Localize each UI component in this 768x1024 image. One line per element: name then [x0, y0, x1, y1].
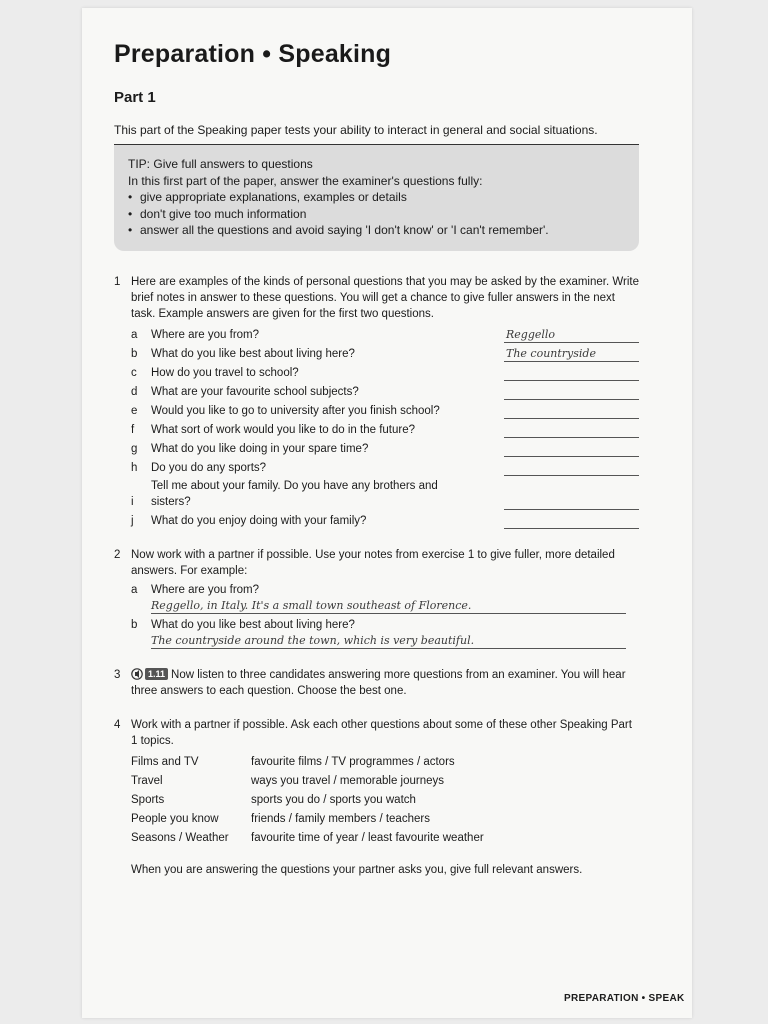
- question-text: What do you like best about living here?: [151, 347, 355, 360]
- page-title: Preparation • Speaking: [114, 40, 392, 68]
- exercise-instructions: Work with a partner if possible. Ask each other questions about some of these other Speaking Part 1 topics.: [131, 718, 632, 747]
- exercise-1: [114, 274, 639, 529]
- question-text: Where are you from?: [151, 328, 260, 341]
- tip-label: TIP:: [128, 157, 151, 171]
- question-letter: g: [131, 442, 138, 455]
- exercise-instructions: Now listen to three candidates answering more questions from an examiner. You will hear three answers to each question. Choose the best one.: [131, 668, 626, 697]
- page-content: [114, 40, 639, 878]
- topic-row: [131, 753, 639, 772]
- question-item: [131, 324, 639, 343]
- topic-row: [131, 810, 639, 829]
- topic-row: [131, 772, 639, 791]
- question-item: [131, 381, 639, 400]
- tip-bullet: • answer all the questions and avoid saying 'I don't know' or 'I can't remember'.: [128, 222, 625, 239]
- answer-line[interactable]: [504, 384, 639, 400]
- example-answer: The countryside around the town, which is very beautiful.: [151, 633, 626, 649]
- question-item: [131, 476, 639, 510]
- example-question: [131, 617, 639, 633]
- topic-table: [131, 753, 639, 848]
- answer-line[interactable]: [504, 441, 639, 457]
- exercise-number: 3: [114, 668, 121, 681]
- question-item: [131, 510, 639, 529]
- question-text: What sort of work would you like to do in the future?: [151, 423, 415, 436]
- topic-detail: friends / family members / teachers: [251, 812, 430, 825]
- tip-bullets: [128, 189, 625, 239]
- topic-name: Seasons / Weather: [131, 831, 229, 844]
- topic-name: Sports: [131, 793, 165, 806]
- question-letter: j: [131, 514, 134, 527]
- question-letter: d: [131, 385, 138, 398]
- example-answer: Reggello, in Italy. It's a small town southeast of Florence.: [151, 598, 626, 614]
- tip-heading-line: [128, 156, 625, 173]
- audio-track-number: 1.11: [145, 668, 168, 680]
- answer-line[interactable]: [504, 460, 639, 476]
- topic-name: People you know: [131, 812, 219, 825]
- question-item: [131, 438, 639, 457]
- exercise-instructions: Here are examples of the kinds of personal questions that you may be asked by the examiner. Write brief notes in answer to these questions. You will get a chance to give fuller answers in the next task. Example answers are given for the first two questions.: [131, 275, 639, 320]
- question-item: [131, 362, 639, 381]
- topic-row: [131, 791, 639, 810]
- example-question: [131, 582, 639, 598]
- question-text: What do you enjoy doing with your family?: [151, 514, 367, 527]
- topic-detail: favourite time of year / least favourite weather: [251, 831, 484, 844]
- question-letter: b: [131, 347, 138, 360]
- answer-line[interactable]: Reggello: [504, 327, 639, 343]
- question-letter: f: [131, 423, 135, 436]
- answer-line[interactable]: The countryside: [504, 346, 639, 362]
- question-letter: e: [131, 404, 138, 417]
- answer-line[interactable]: [504, 403, 639, 419]
- question-text: What are your favourite school subjects?: [151, 385, 359, 398]
- question-text: Tell me about your family. Do you have any brothers and sisters?: [151, 479, 438, 508]
- topic-detail: sports you do / sports you watch: [251, 793, 416, 806]
- exercise-number: 4: [114, 718, 121, 731]
- tip-box: [114, 145, 639, 251]
- running-footer: PREPARATION • SPEAK: [564, 993, 685, 1004]
- topic-name: Films and TV: [131, 755, 199, 768]
- topic-row: [131, 829, 639, 848]
- part-heading: Part 1: [114, 89, 156, 106]
- question-item: [131, 419, 639, 438]
- question-text: What do you like doing in your spare time?: [151, 442, 369, 455]
- exercise-4: [114, 717, 639, 878]
- question-list: [131, 324, 639, 529]
- closing-instruction: When you are answering the questions your partner asks you, give full relevant answers.: [131, 863, 583, 876]
- question-text: How do you travel to school?: [151, 366, 299, 379]
- example-letter: b: [131, 618, 138, 631]
- tip-bullet: • give appropriate explanations, examples or details: [128, 189, 625, 206]
- worksheet-page: [82, 8, 692, 1018]
- question-letter: i: [131, 495, 134, 508]
- topic-detail: favourite films / TV programmes / actors: [251, 755, 455, 768]
- exercise-3: [114, 667, 639, 699]
- tip-lead: In this first part of the paper, answer the examiner's questions fully:: [128, 173, 483, 188]
- question-letter: a: [131, 328, 138, 341]
- exercise-instructions: Now work with a partner if possible. Use your notes from exercise 1 to give fuller, more detailed answers. For example:: [131, 548, 615, 577]
- example-question-text: What do you like best about living here?: [151, 618, 355, 631]
- question-item: [131, 400, 639, 419]
- exercise-instructions-wrap: [131, 667, 639, 699]
- question-item: [131, 457, 639, 476]
- exercise-2: [114, 547, 639, 649]
- answer-line[interactable]: [504, 494, 639, 510]
- answer-line[interactable]: [504, 513, 639, 529]
- answer-line[interactable]: [504, 422, 639, 438]
- tip-heading: Give full answers to questions: [153, 157, 313, 171]
- audio-track-button[interactable]: [131, 667, 168, 683]
- question-letter: h: [131, 461, 138, 474]
- question-text: Would you like to go to university after you finish school?: [151, 404, 440, 417]
- question-letter: c: [131, 366, 137, 379]
- topic-name: Travel: [131, 774, 163, 787]
- exercise-number: 2: [114, 548, 121, 561]
- example-question-text: Where are you from?: [151, 583, 260, 596]
- tip-bullet: • don't give too much information: [128, 206, 625, 223]
- answer-line[interactable]: [504, 365, 639, 381]
- topic-detail: ways you travel / memorable journeys: [251, 774, 445, 787]
- intro-text: This part of the Speaking paper tests your ability to interact in general and social situations.: [114, 123, 598, 137]
- question-text: Do you do any sports?: [151, 461, 267, 474]
- example-letter: a: [131, 583, 138, 596]
- exercise-number: 1: [114, 275, 121, 288]
- question-item: [131, 343, 639, 362]
- audio-icon: [131, 668, 145, 680]
